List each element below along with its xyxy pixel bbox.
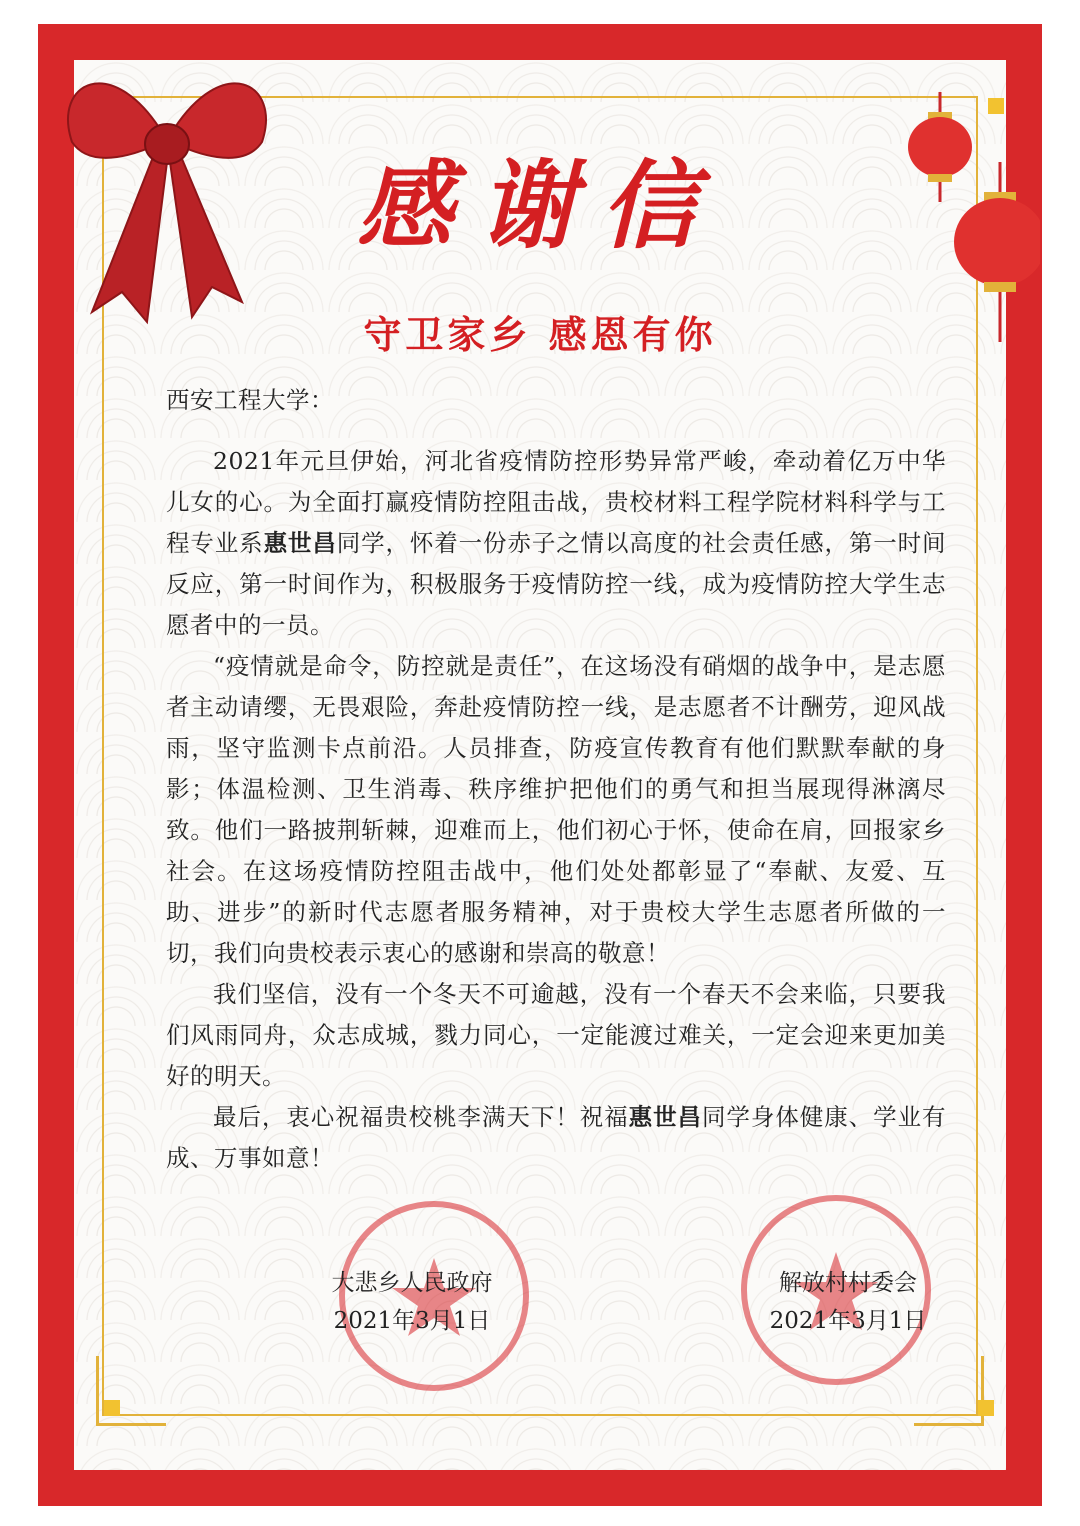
signature-org: 解放村村委会 bbox=[779, 1270, 917, 1296]
paragraph: 最后，衷心祝福贵校桃李满天下！祝福惠世昌同学身体健康、学业有成、万事如意！ bbox=[166, 1103, 947, 1172]
letter-subtitle: 守卫家乡 感恩有你 bbox=[363, 312, 717, 357]
gold-square-ornament bbox=[104, 1400, 120, 1416]
signature-block-right bbox=[718, 1264, 978, 1340]
signature-block-left bbox=[282, 1264, 542, 1340]
paragraph: 我们坚信，没有一个冬天不可逾越，没有一个春天不会来临，只要我们风雨同舟，众志成城，戮力同心，一定能渡过难关，一定会迎来更加美好的明天。 bbox=[166, 980, 946, 1090]
greeting: 西安工程大学： bbox=[166, 386, 334, 414]
paragraph: “疫情就是命令，防控就是责任”，在这场没有硝烟的战争中，是志愿者主动请缨，无畏艰险，奔赴疫情防控一线，是志愿者不计酬劳，迎风战雨，坚守监测卡点前沿。人员排查，防疫宣传教育有他们默默奉献的身影；体温检测、卫生消毒、秩序维护把他们的勇气和担当展现得淋漓尽致。他们一路披荆斩棘，迎难而上，他们初心于怀，使命在肩，回报家乡社会。在这场疫情防控阻击战中，他们处处都彰显了“奉献、友爱、互助、进步”的新时代志愿者服务精神，对于贵校大学生志愿者所做的一切，我们向贵校表示衷心的感谢和崇高的敬意！ bbox=[166, 652, 946, 967]
gold-square-ornament bbox=[978, 1400, 994, 1416]
signature-date: 2021年3月1日 bbox=[769, 1308, 927, 1334]
letter-body bbox=[166, 380, 946, 1179]
letter-title: 感谢信 bbox=[357, 149, 723, 262]
signature-org: 大悲乡人民政府 bbox=[331, 1270, 493, 1296]
signature-date: 2021年3月1日 bbox=[333, 1308, 491, 1334]
paragraph: 2021年元旦伊始，河北省疫情防控形势异常严峻，牵动着亿万中华儿女的心。为全面打赢疫情防控阻击战，贵校材料工程学院材料科学与工程专业系惠世昌同学，怀着一份赤子之情以高度的社会责任感，第一时间反应，第一时间作为，积极服务于疫情防控一线，成为疫情防控大学生志愿者中的一员。 bbox=[166, 447, 947, 639]
